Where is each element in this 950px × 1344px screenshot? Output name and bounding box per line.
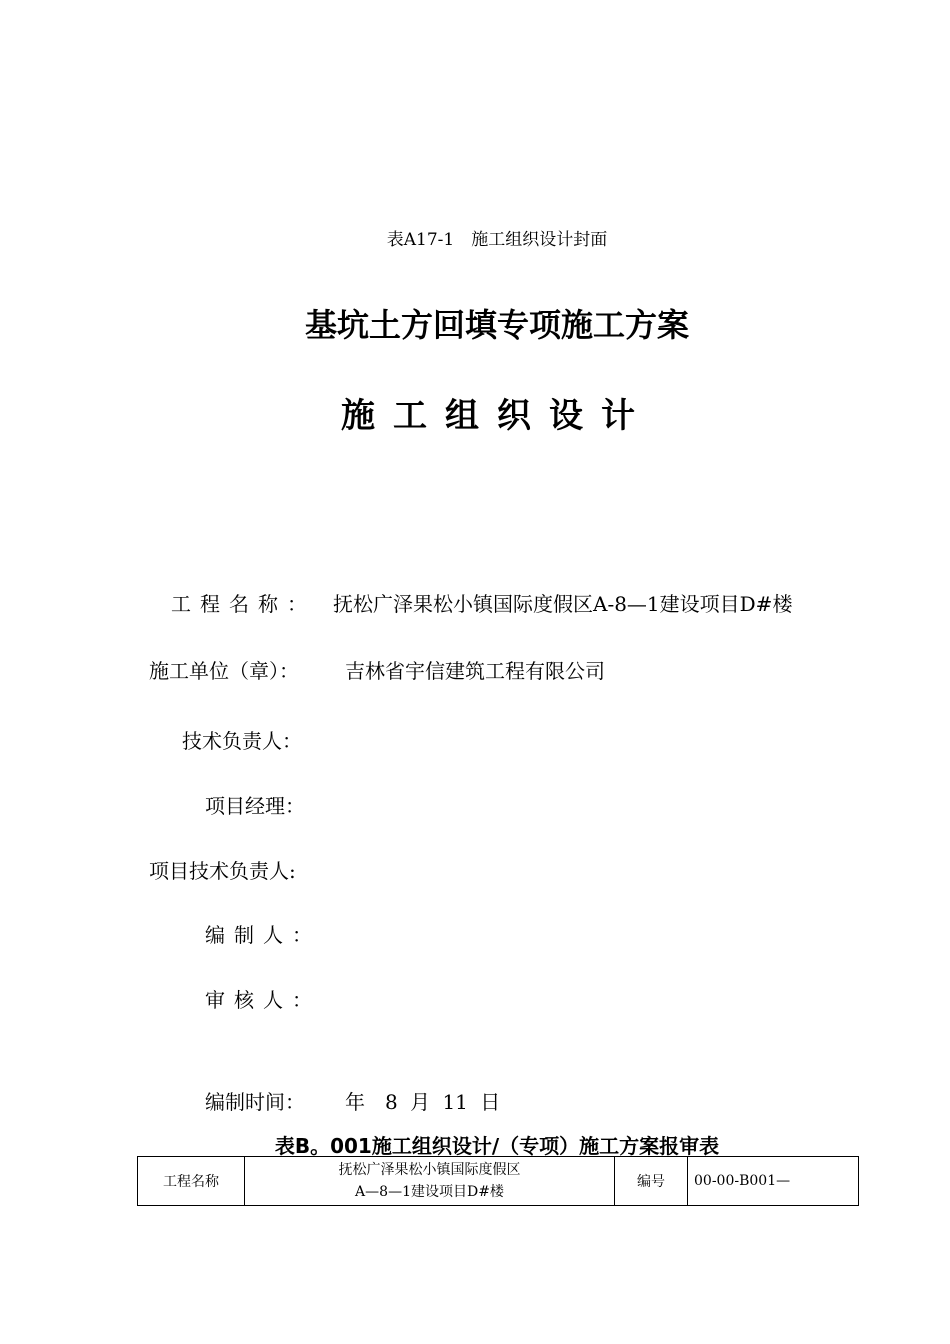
project-tech-lead-label: 项目技术负责人: (149, 859, 296, 883)
project-label-cell: 工程名称 (138, 1157, 245, 1206)
construction-unit-label: 施工单位（章）： (149, 659, 299, 683)
main-title: 基坑土方回填专项施工方案 (304, 306, 689, 344)
reviewer-label: 审核人： (205, 988, 321, 1012)
review-table-title: 表B。001施工组织设计/（专项）施工方案报审表 (274, 1134, 720, 1158)
tech-lead-label: 技术负责人： (182, 729, 302, 753)
project-value-line1: 抚松广泽果松小镇国际度假区 (338, 1162, 521, 1178)
project-value-line2: A—8—1建设项目D#楼 (355, 1184, 504, 1200)
number-value-cell: 00-00-B001— (688, 1157, 859, 1206)
date-value: 年 8 月 11 日 (345, 1090, 501, 1114)
review-table (137, 1156, 859, 1206)
project-manager-label: 项目经理： (205, 794, 305, 818)
form-code: 表A17-1 施工组织设计封面 (386, 230, 608, 250)
sub-title: 施工组织设计 (341, 396, 653, 436)
number-label-cell: 编号 (615, 1157, 688, 1206)
editor-label: 编制人： (205, 923, 321, 947)
project-name-value: 抚松广泽果松小镇国际度假区A-8—1建设项目D#楼 (333, 592, 793, 616)
date-label: 编制时间： (205, 1090, 305, 1114)
project-name-label: 工程名称： (171, 592, 316, 616)
construction-unit-value: 吉林省宇信建筑工程有限公司 (345, 659, 605, 683)
table-row (138, 1157, 859, 1206)
project-value-cell (245, 1157, 615, 1206)
